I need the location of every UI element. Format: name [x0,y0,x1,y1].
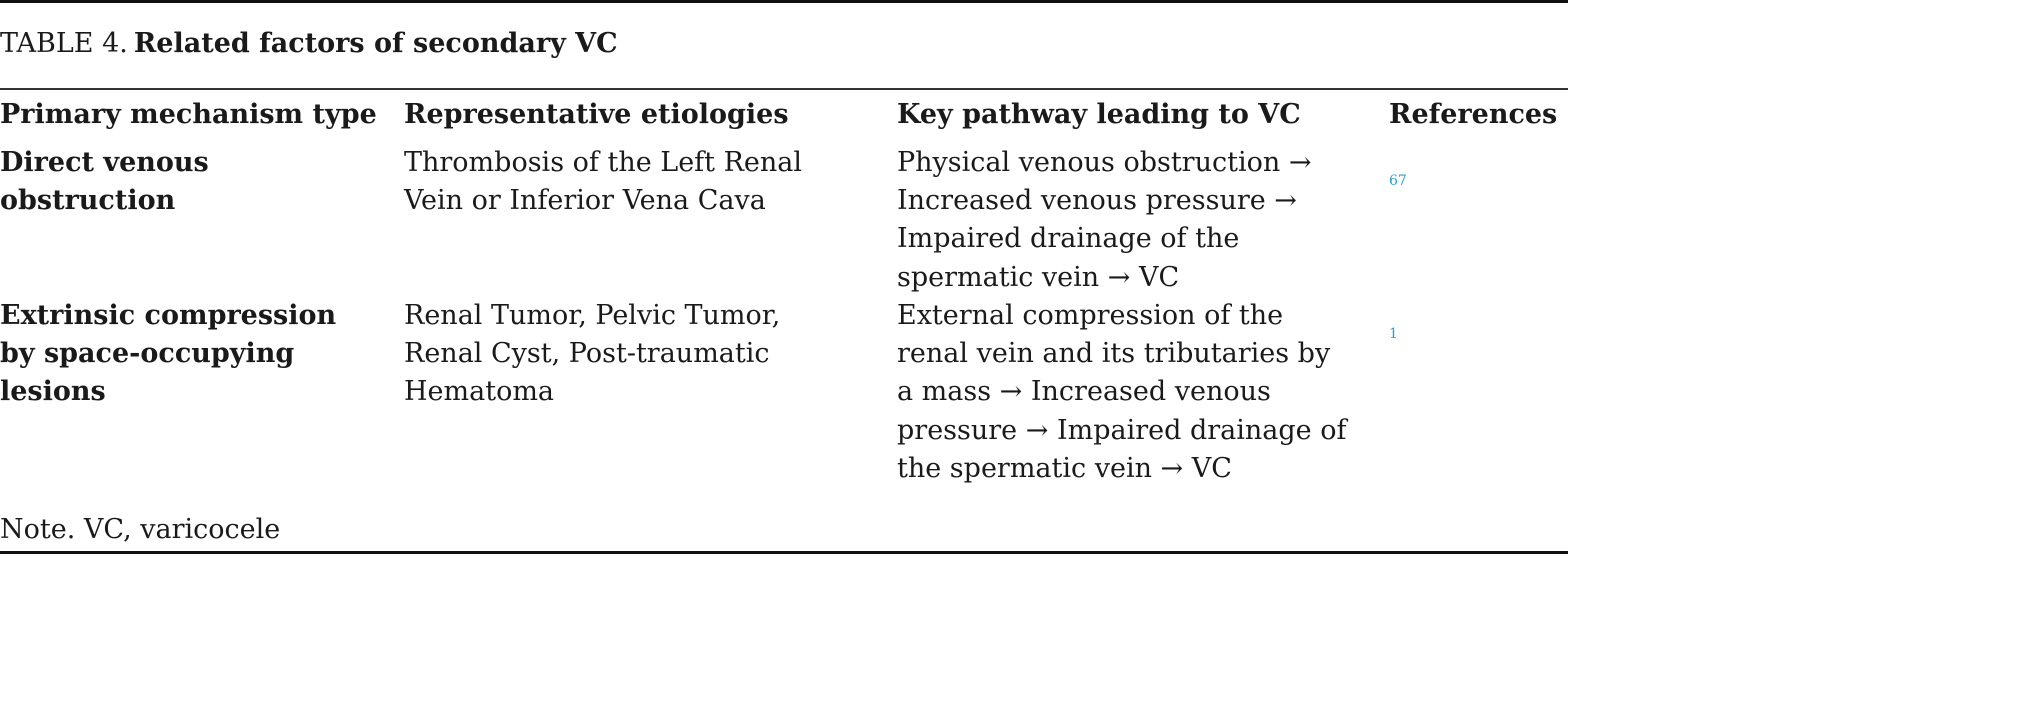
row-2-mechanism: Extrinsic compression by space-occupying lesions [0,300,337,408]
column-header-pathway: Key pathway leading to VC [897,99,1301,130]
row-2-pathway: External compression of the renal vein and its tributaries by a mass → Increased venous pressure → Impaired drainage of the spermatic vein → VC [897,300,1347,484]
table-header-rule [0,88,1568,90]
column-header-etiologies: Representative etiologies [404,99,789,130]
row-1-reference-link[interactable]: 67 [1389,173,1407,189]
table-caption [0,26,618,62]
table-title: Related factors of secondary VC [133,28,618,59]
column-header-references: References [1389,99,1558,130]
row-2-etiologies: Renal Tumor, Pelvic Tumor, Renal Cyst, Post-traumatic Hematoma [404,300,781,408]
row-2-reference-link[interactable]: 1 [1389,326,1398,342]
row-1-etiologies: Thrombosis of the Left Renal Vein or Inferior Vena Cava [404,147,803,217]
row-1-pathway: Physical venous obstruction → Increased venous pressure → Impaired drainage of the spermatic vein → VC [897,147,1312,293]
table-note: Note. VC, varicocele [0,514,281,545]
column-header-mechanism: Primary mechanism type [0,99,377,130]
table-bottom-rule [0,551,1568,554]
table-label: TABLE 4. [0,28,128,59]
table-top-rule [0,0,1568,3]
row-1-mechanism: Direct venous obstruction [0,147,209,217]
